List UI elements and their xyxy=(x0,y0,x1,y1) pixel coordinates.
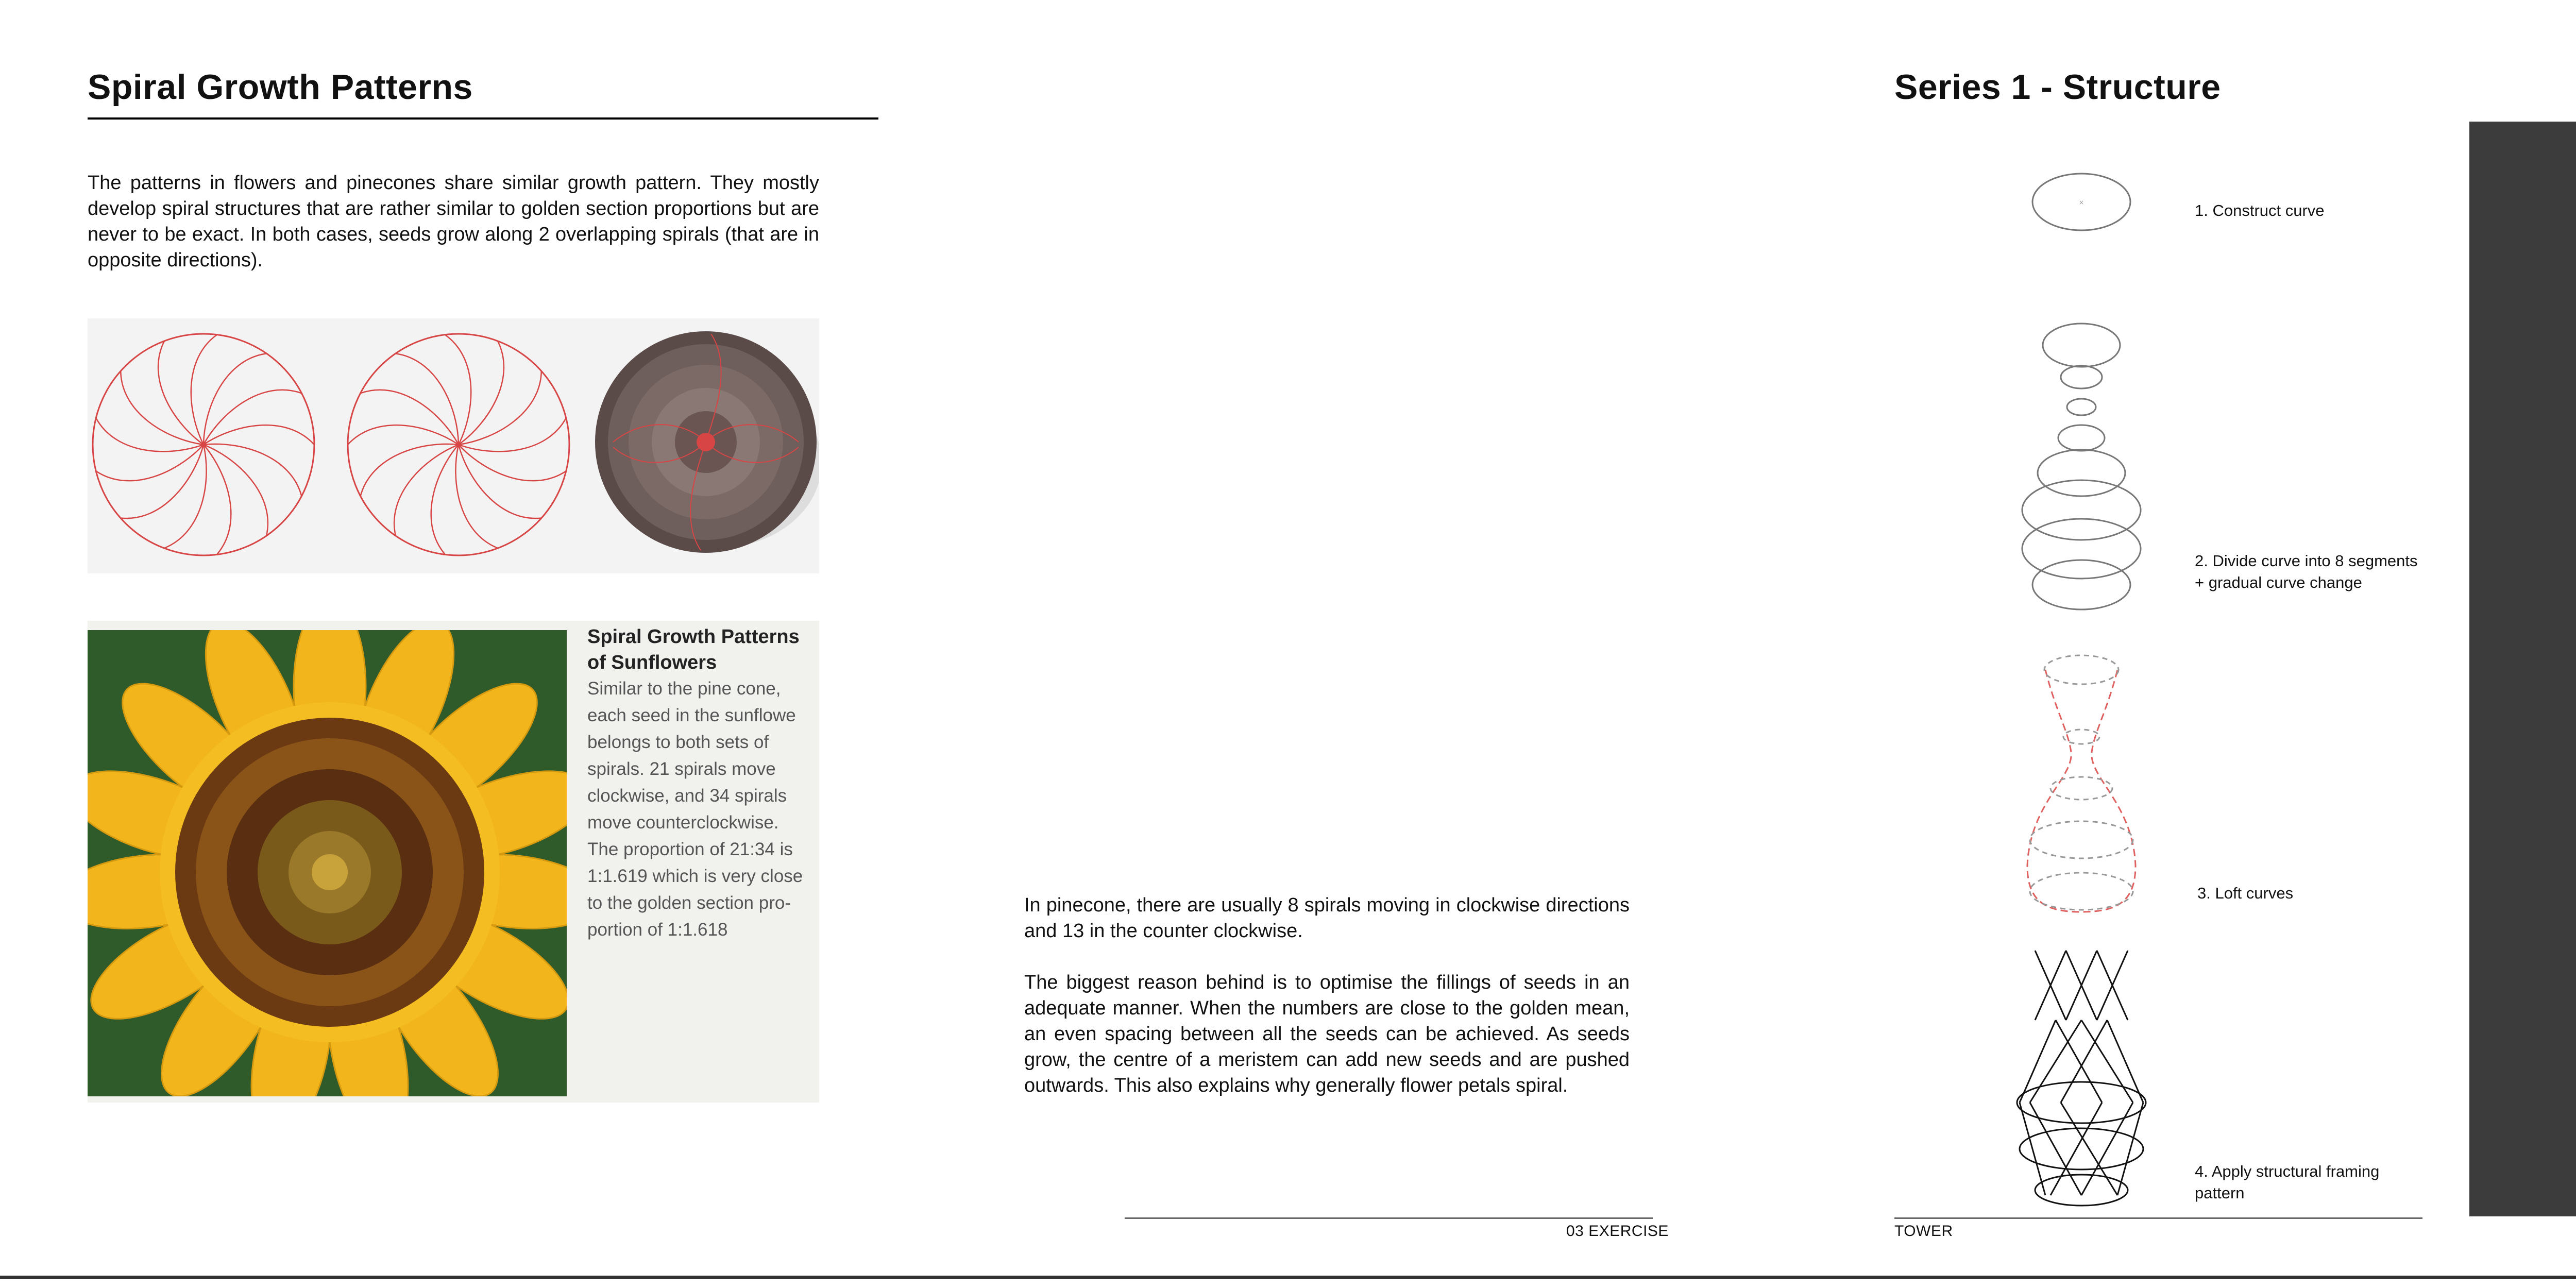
step2-label xyxy=(2195,550,2418,594)
step3-label: 3. Loft curves xyxy=(2197,884,2294,902)
step3-loft xyxy=(2027,655,2136,912)
intro-paragraph: The patterns in flowers and pinecones share similar growth pattern. They mostly develop spiral structures that are rather similar to golden section proportions but are never to be exact. In both cases, seeds grow along 2 overlapping spirals (that are in opposite directions). xyxy=(88,172,819,271)
clipping-heading-line2: of Sunflowers xyxy=(587,652,717,673)
clipping-heading-line1: Spiral Growth Patterns xyxy=(587,626,800,648)
right-page-title: Series 1 - Structure xyxy=(1894,67,2221,107)
structure-steps-diagram xyxy=(1999,155,2169,1288)
clockwise-spiral-diagram xyxy=(91,332,314,555)
title-underline xyxy=(88,117,878,120)
clipping-line: move counterclockwise. xyxy=(587,812,779,833)
step2-segments xyxy=(2022,324,2141,609)
clipping-line: belongs to both sets of xyxy=(587,732,769,752)
left-footer-label: 03 EXERCISE xyxy=(1566,1223,1669,1240)
tower-render-image xyxy=(2469,122,2576,1216)
step1-curve xyxy=(2032,174,2130,230)
pinecone-photo xyxy=(595,331,819,553)
step4-label-line1: 4. Apply structural framing xyxy=(2195,1162,2380,1180)
right-footer-label: TOWER xyxy=(1894,1223,1953,1240)
step4-label-line2: pattern xyxy=(2195,1184,2245,1202)
clipping-line: to the golden section pro- xyxy=(587,893,791,913)
clipping-line: portion of 1:1.618 xyxy=(587,920,728,940)
left-footer-rule xyxy=(1125,1217,1653,1219)
clipping-line: Similar to the pine cone, xyxy=(587,679,781,699)
tower-render xyxy=(2469,122,2576,1216)
spread-bottom-edge xyxy=(0,1276,2576,1279)
step2-label-line2: + gradual curve change xyxy=(2195,573,2362,591)
golden-mean-paragraph: The biggest reason behind is to optimise the fillings of seeds in an adequate manner. When the numbers are close to the golden mean, an even spacing between all the seeds can be achieved. As seeds grow, the centre of a meristem can add new seeds and are pushed outwards. This also explains why generally flower petals spiral. xyxy=(1024,972,1630,1096)
clipping-line: The proportion of 21:34 is xyxy=(587,839,793,859)
svg-text:×: × xyxy=(2078,199,2084,206)
clipping-line: each seed in the sunflowe xyxy=(587,705,796,725)
step4-label xyxy=(2195,1161,2379,1204)
spiral-diagrams xyxy=(88,318,819,573)
spiral-diagram-panel xyxy=(88,318,819,573)
left-page-title: Spiral Growth Patterns xyxy=(88,67,473,107)
counterclockwise-spiral-diagram xyxy=(348,332,571,555)
sunflower-photo xyxy=(88,630,567,1096)
step1-label: 1. Construct curve xyxy=(2195,201,2325,219)
step4-framing xyxy=(2017,951,2146,1206)
clipping-line: spirals. 21 spirals move xyxy=(587,759,776,779)
step2-label-line1: 2. Divide curve into 8 segments xyxy=(2195,552,2418,570)
clipping-line: clockwise, and 34 spirals xyxy=(587,786,787,806)
pinecone-paragraph: In pinecone, there are usually 8 spirals moving in clockwise directions and 13 in the counter clockwise. xyxy=(1024,894,1630,942)
sunflower-clipping xyxy=(88,621,819,1103)
right-footer-rule xyxy=(1894,1217,2422,1219)
clipping-text xyxy=(587,624,819,943)
clipping-line: 1:1.619 which is very close xyxy=(587,866,803,886)
